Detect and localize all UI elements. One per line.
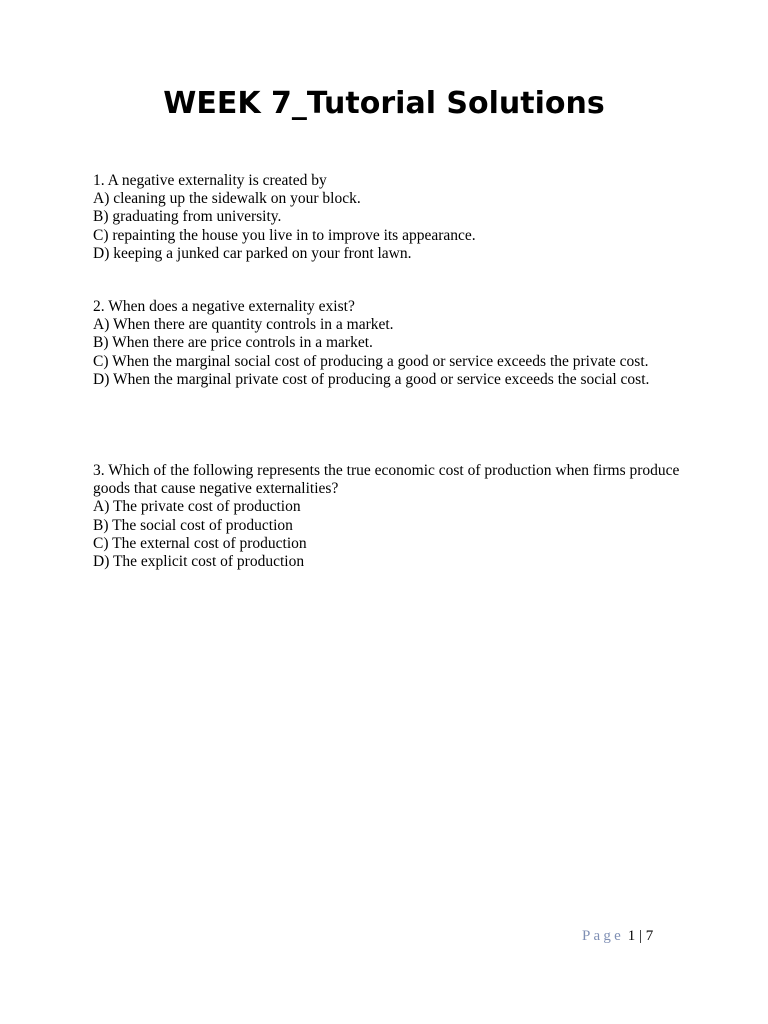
answer-option-c: C) When the marginal social cost of producing a good or service exceeds the private cost.: [93, 352, 649, 370]
answer-option-d: D) The explicit cost of production: [93, 553, 305, 571]
footer-separator: |: [638, 928, 642, 944]
answer-option-a: A) The private cost of production: [93, 498, 301, 516]
answer-option-d: D) When the marginal private cost of producing a good or service exceeds the social cost.: [93, 370, 650, 388]
answer-option-c: C) The external cost of production: [93, 534, 307, 552]
question-stem: 1. A negative externality is created by: [93, 172, 327, 189]
question-2: [93, 298, 683, 389]
answer-option-a: A) When there are quantity controls in a market.: [93, 316, 394, 334]
footer-page-total: 7: [645, 928, 654, 944]
answer-option-d: D) keeping a junked car parked on your front lawn.: [93, 244, 412, 262]
answer-option-b: B) The social cost of production: [93, 516, 293, 534]
page-footer: [582, 927, 653, 945]
question-stem: 3. Which of the following represents the true economic cost of production when firms produce goods that cause negative externalities?: [93, 462, 680, 498]
question-stem: 2. When does a negative externality exist?: [93, 298, 355, 315]
question-3: [93, 462, 683, 571]
answer-option-b: B) When there are price controls in a market.: [93, 334, 373, 352]
footer-page-number: 1: [627, 928, 636, 944]
answer-option-a: A) cleaning up the sidewalk on your block.: [93, 190, 361, 208]
answer-option-c: C) repainting the house you live in to improve its appearance.: [93, 226, 476, 244]
question-1: [93, 172, 683, 263]
page-title: WEEK 7_Tutorial Solutions: [163, 86, 605, 121]
answer-option-b: B) graduating from university.: [93, 208, 282, 226]
footer-page-label: Page: [582, 928, 624, 944]
